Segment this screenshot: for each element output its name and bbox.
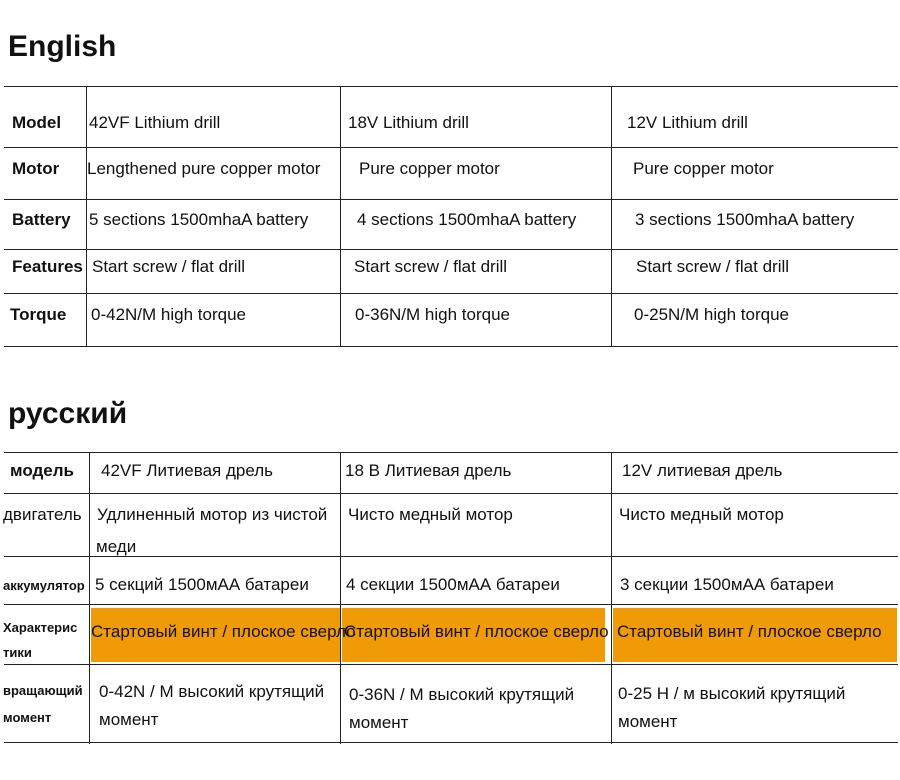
cell-motor-18v: Pure copper motor	[359, 159, 500, 178]
row-label-features: Features	[12, 257, 83, 276]
english-heading: English	[8, 30, 117, 63]
row-label-battery: Battery	[12, 210, 71, 229]
table-rule	[4, 346, 898, 347]
cell-motor-12v: Pure copper motor	[633, 159, 774, 178]
table-rule	[4, 147, 898, 148]
row-label-torque-ru-line1: вращающий	[3, 683, 83, 698]
cell-motor-42vf-ru-line2: меди	[96, 537, 137, 556]
row-label-torque-ru-line2: момент	[3, 710, 52, 725]
cell-battery-42vf: 5 sections 1500mhaA battery	[89, 210, 309, 229]
table-rule	[4, 604, 898, 605]
cell-torque-42vf-ru-line2: момент	[99, 710, 159, 729]
row-label-torque: Torque	[10, 305, 67, 324]
cell-battery-12v: 3 sections 1500mhaA battery	[635, 210, 855, 229]
cell-model-12v: 12V Lithium drill	[627, 113, 748, 132]
table-rule	[4, 742, 898, 743]
cell-battery-12v-ru: 3 секции 1500мАА батареи	[620, 575, 834, 594]
cell-model-18v: 18V Lithium drill	[348, 113, 469, 132]
table-rule	[4, 452, 898, 453]
row-label-motor-ru: двигатель	[3, 505, 82, 524]
row-label-model-ru: модель	[10, 461, 75, 480]
cell-torque-42vf: 0-42N/M high torque	[91, 305, 246, 324]
cell-torque-12v-ru-line2: момент	[618, 712, 678, 731]
table-divider	[89, 452, 90, 744]
table-rule	[4, 493, 898, 494]
table-rule	[4, 199, 898, 200]
cell-features-12v: Start screw / flat drill	[636, 257, 790, 276]
cell-battery-42vf-ru: 5 секций 1500мАА батареи	[95, 575, 309, 594]
cell-motor-42vf: Lengthened pure copper motor	[87, 159, 321, 178]
cell-motor-42vf-ru-line1: Удлиненный мотор из чистой	[97, 505, 328, 524]
table-rule	[4, 86, 898, 87]
cell-features-42vf-ru: Стартовый винт / плоское сверло	[91, 622, 356, 641]
cell-torque-18v-ru-line1: 0-36N / М высокий крутящий	[349, 685, 575, 704]
cell-motor-12v-ru: Чисто медный мотор	[619, 505, 784, 524]
table-rule	[4, 249, 898, 250]
table-rule	[4, 556, 898, 557]
cell-model-42vf: 42VF Lithium drill	[89, 113, 221, 132]
table-rule	[4, 293, 898, 294]
cell-model-18v-ru: 18 В Литиевая дрель	[345, 461, 512, 480]
cell-battery-18v-ru: 4 секции 1500мАА батареи	[346, 575, 560, 594]
row-label-motor: Motor	[12, 159, 60, 178]
cell-torque-12v: 0-25N/M high torque	[634, 305, 789, 324]
cell-model-12v-ru: 12V литиевая дрель	[622, 461, 783, 480]
table-divider	[611, 86, 612, 346]
cell-features-18v: Start screw / flat drill	[354, 257, 508, 276]
row-label-battery-ru: аккумулятор	[3, 578, 85, 593]
cell-features-42vf: Start screw / flat drill	[92, 257, 246, 276]
cell-features-18v-ru: Стартовый винт / плоское сверло	[344, 622, 609, 641]
cell-motor-18v-ru: Чисто медный мотор	[348, 505, 513, 524]
cell-features-12v-ru: Стартовый винт / плоское сверло	[617, 622, 882, 641]
table-divider	[340, 86, 341, 346]
cell-torque-18v: 0-36N/M high torque	[355, 305, 510, 324]
cell-model-42vf-ru: 42VF Литиевая дрель	[101, 461, 274, 480]
table-divider	[611, 452, 612, 744]
row-label-features-ru-line2: тики	[3, 645, 32, 660]
table-rule	[4, 664, 898, 665]
cell-torque-12v-ru-line1: 0-25 Н / м высокий крутящий	[618, 684, 846, 703]
cell-battery-18v: 4 sections 1500mhaA battery	[357, 210, 577, 229]
row-label-features-ru-line1: Характерис	[3, 620, 78, 635]
cell-torque-18v-ru-line2: момент	[349, 713, 409, 732]
table-divider	[340, 452, 341, 744]
cell-torque-42vf-ru-line1: 0-42N / М высокий крутящий	[99, 682, 325, 701]
row-label-model: Model	[12, 113, 62, 132]
russian-heading: русский	[8, 397, 128, 430]
table-divider	[86, 86, 87, 346]
